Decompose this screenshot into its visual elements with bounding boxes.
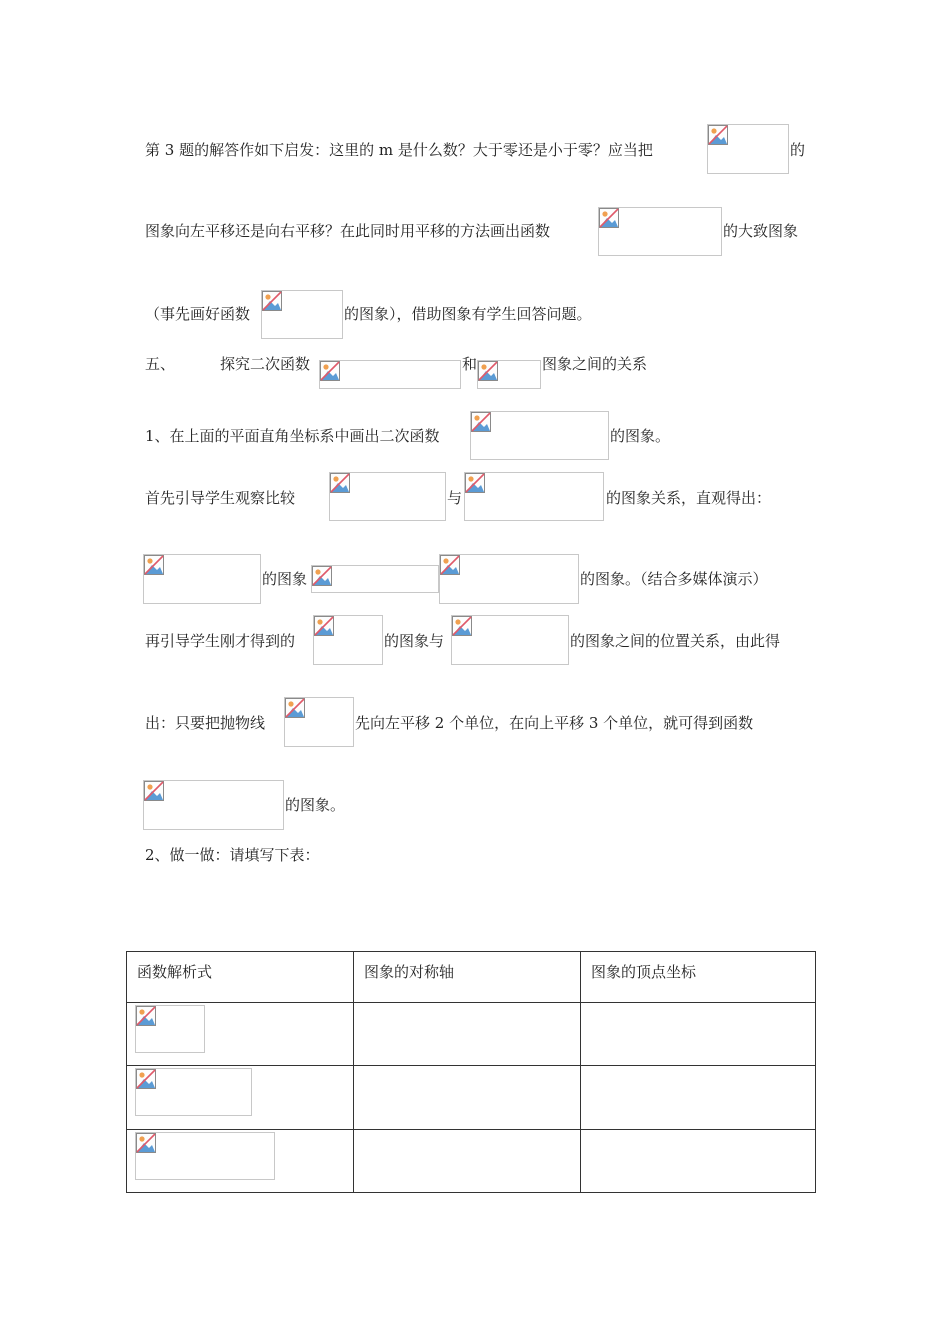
broken-image-icon	[136, 1006, 156, 1026]
broken-image-icon	[262, 291, 282, 311]
section-heading: 图象之间的关系	[542, 355, 648, 373]
header-axis: 图象的对称轴	[364, 963, 455, 981]
paragraph-text: 出：只要把抛物线	[145, 714, 266, 732]
paragraph-text: 的图象与	[384, 632, 445, 650]
paragraph-text: 的图象关系，直观得出：	[606, 489, 772, 507]
vertex-cell[interactable]	[581, 1003, 816, 1066]
section-number: 五、	[145, 355, 176, 373]
vertex-cell[interactable]	[581, 1066, 816, 1130]
section-heading: 和	[462, 355, 478, 373]
formula-image	[135, 1068, 252, 1116]
broken-image-icon	[320, 361, 340, 381]
table-row	[127, 1130, 816, 1193]
paragraph-text: 首先引导学生观察比较	[145, 489, 296, 507]
paragraph-text: 与	[447, 489, 463, 507]
formula-image	[439, 554, 579, 604]
formula-image	[319, 360, 461, 389]
section-heading: 探究二次函数	[220, 355, 311, 373]
table-row	[127, 1066, 816, 1130]
broken-image-icon	[599, 208, 619, 228]
table-header-cell	[354, 952, 581, 1003]
formula-image	[135, 1132, 275, 1180]
formula-image	[329, 472, 446, 521]
broken-image-icon	[144, 781, 164, 801]
formula-image	[143, 780, 284, 830]
paragraph-text: 的图象	[262, 570, 308, 588]
paragraph-text: 第 3 题的解答作如下启发：这里的 m 是什么数？大于零还是小于零？应当把	[145, 141, 653, 159]
broken-image-icon	[136, 1133, 156, 1153]
header-expression: 函数解析式	[137, 963, 213, 981]
header-vertex: 图象的顶点坐标	[591, 963, 697, 981]
axis-cell[interactable]	[354, 1066, 581, 1130]
broken-image-icon	[452, 616, 472, 636]
paragraph-text: （事先画好函数	[145, 305, 251, 323]
vertex-cell[interactable]	[581, 1130, 816, 1193]
expression-cell	[127, 1130, 354, 1193]
broken-image-icon	[478, 361, 498, 381]
broken-image-icon	[708, 125, 728, 145]
formula-image	[451, 615, 569, 665]
broken-image-icon	[471, 412, 491, 432]
formula-image	[464, 472, 604, 521]
broken-image-icon	[312, 566, 332, 586]
table-row	[127, 1003, 816, 1066]
broken-image-icon	[144, 555, 164, 575]
paragraph-text: 的	[790, 141, 806, 159]
broken-image-icon	[330, 473, 350, 493]
broken-image-icon	[440, 555, 460, 575]
paragraph-text: 的图象。	[610, 427, 671, 445]
formula-image	[261, 290, 343, 339]
formula-image	[135, 1005, 205, 1053]
paragraph-text: 的大致图象	[723, 222, 799, 240]
paragraph-text: 的图象），借助图象有学生回答问题。	[344, 305, 592, 323]
broken-image-icon	[314, 616, 334, 636]
fill-in-table	[126, 951, 816, 1193]
table-header-cell	[127, 952, 354, 1003]
paragraph-text: 1、在上面的平面直角坐标系中画出二次函数	[145, 427, 440, 445]
broken-image-icon	[136, 1069, 156, 1089]
broken-image-icon	[285, 698, 305, 718]
formula-image	[598, 207, 722, 256]
paragraph-text: 的图象。	[285, 796, 346, 814]
expression-cell	[127, 1066, 354, 1130]
paragraph-text: 图象向左平移还是向右平移？在此同时用平移的方法画出函数	[145, 222, 551, 240]
paragraph-text: 再引导学生刚才得到的	[145, 632, 296, 650]
formula-image	[284, 697, 354, 747]
paragraph-text: 的图象之间的位置关系，由此得	[570, 632, 781, 650]
paragraph-text: 的图象。（结合多媒体演示）	[580, 570, 768, 588]
axis-cell[interactable]	[354, 1130, 581, 1193]
formula-image	[470, 411, 609, 460]
formula-image	[311, 565, 439, 593]
formula-image	[313, 615, 383, 665]
paragraph-text: 先向左平移 2 个单位，在向上平移 3 个单位，就可得到函数	[355, 714, 754, 732]
formula-image	[477, 360, 541, 389]
axis-cell[interactable]	[354, 1003, 581, 1066]
formula-image	[707, 124, 789, 174]
table-header-row	[127, 952, 816, 1003]
expression-cell	[127, 1003, 354, 1066]
formula-image	[143, 554, 261, 604]
table-header-cell	[581, 952, 816, 1003]
paragraph-text: 2、做一做：请填写下表：	[145, 846, 320, 864]
broken-image-icon	[465, 473, 485, 493]
